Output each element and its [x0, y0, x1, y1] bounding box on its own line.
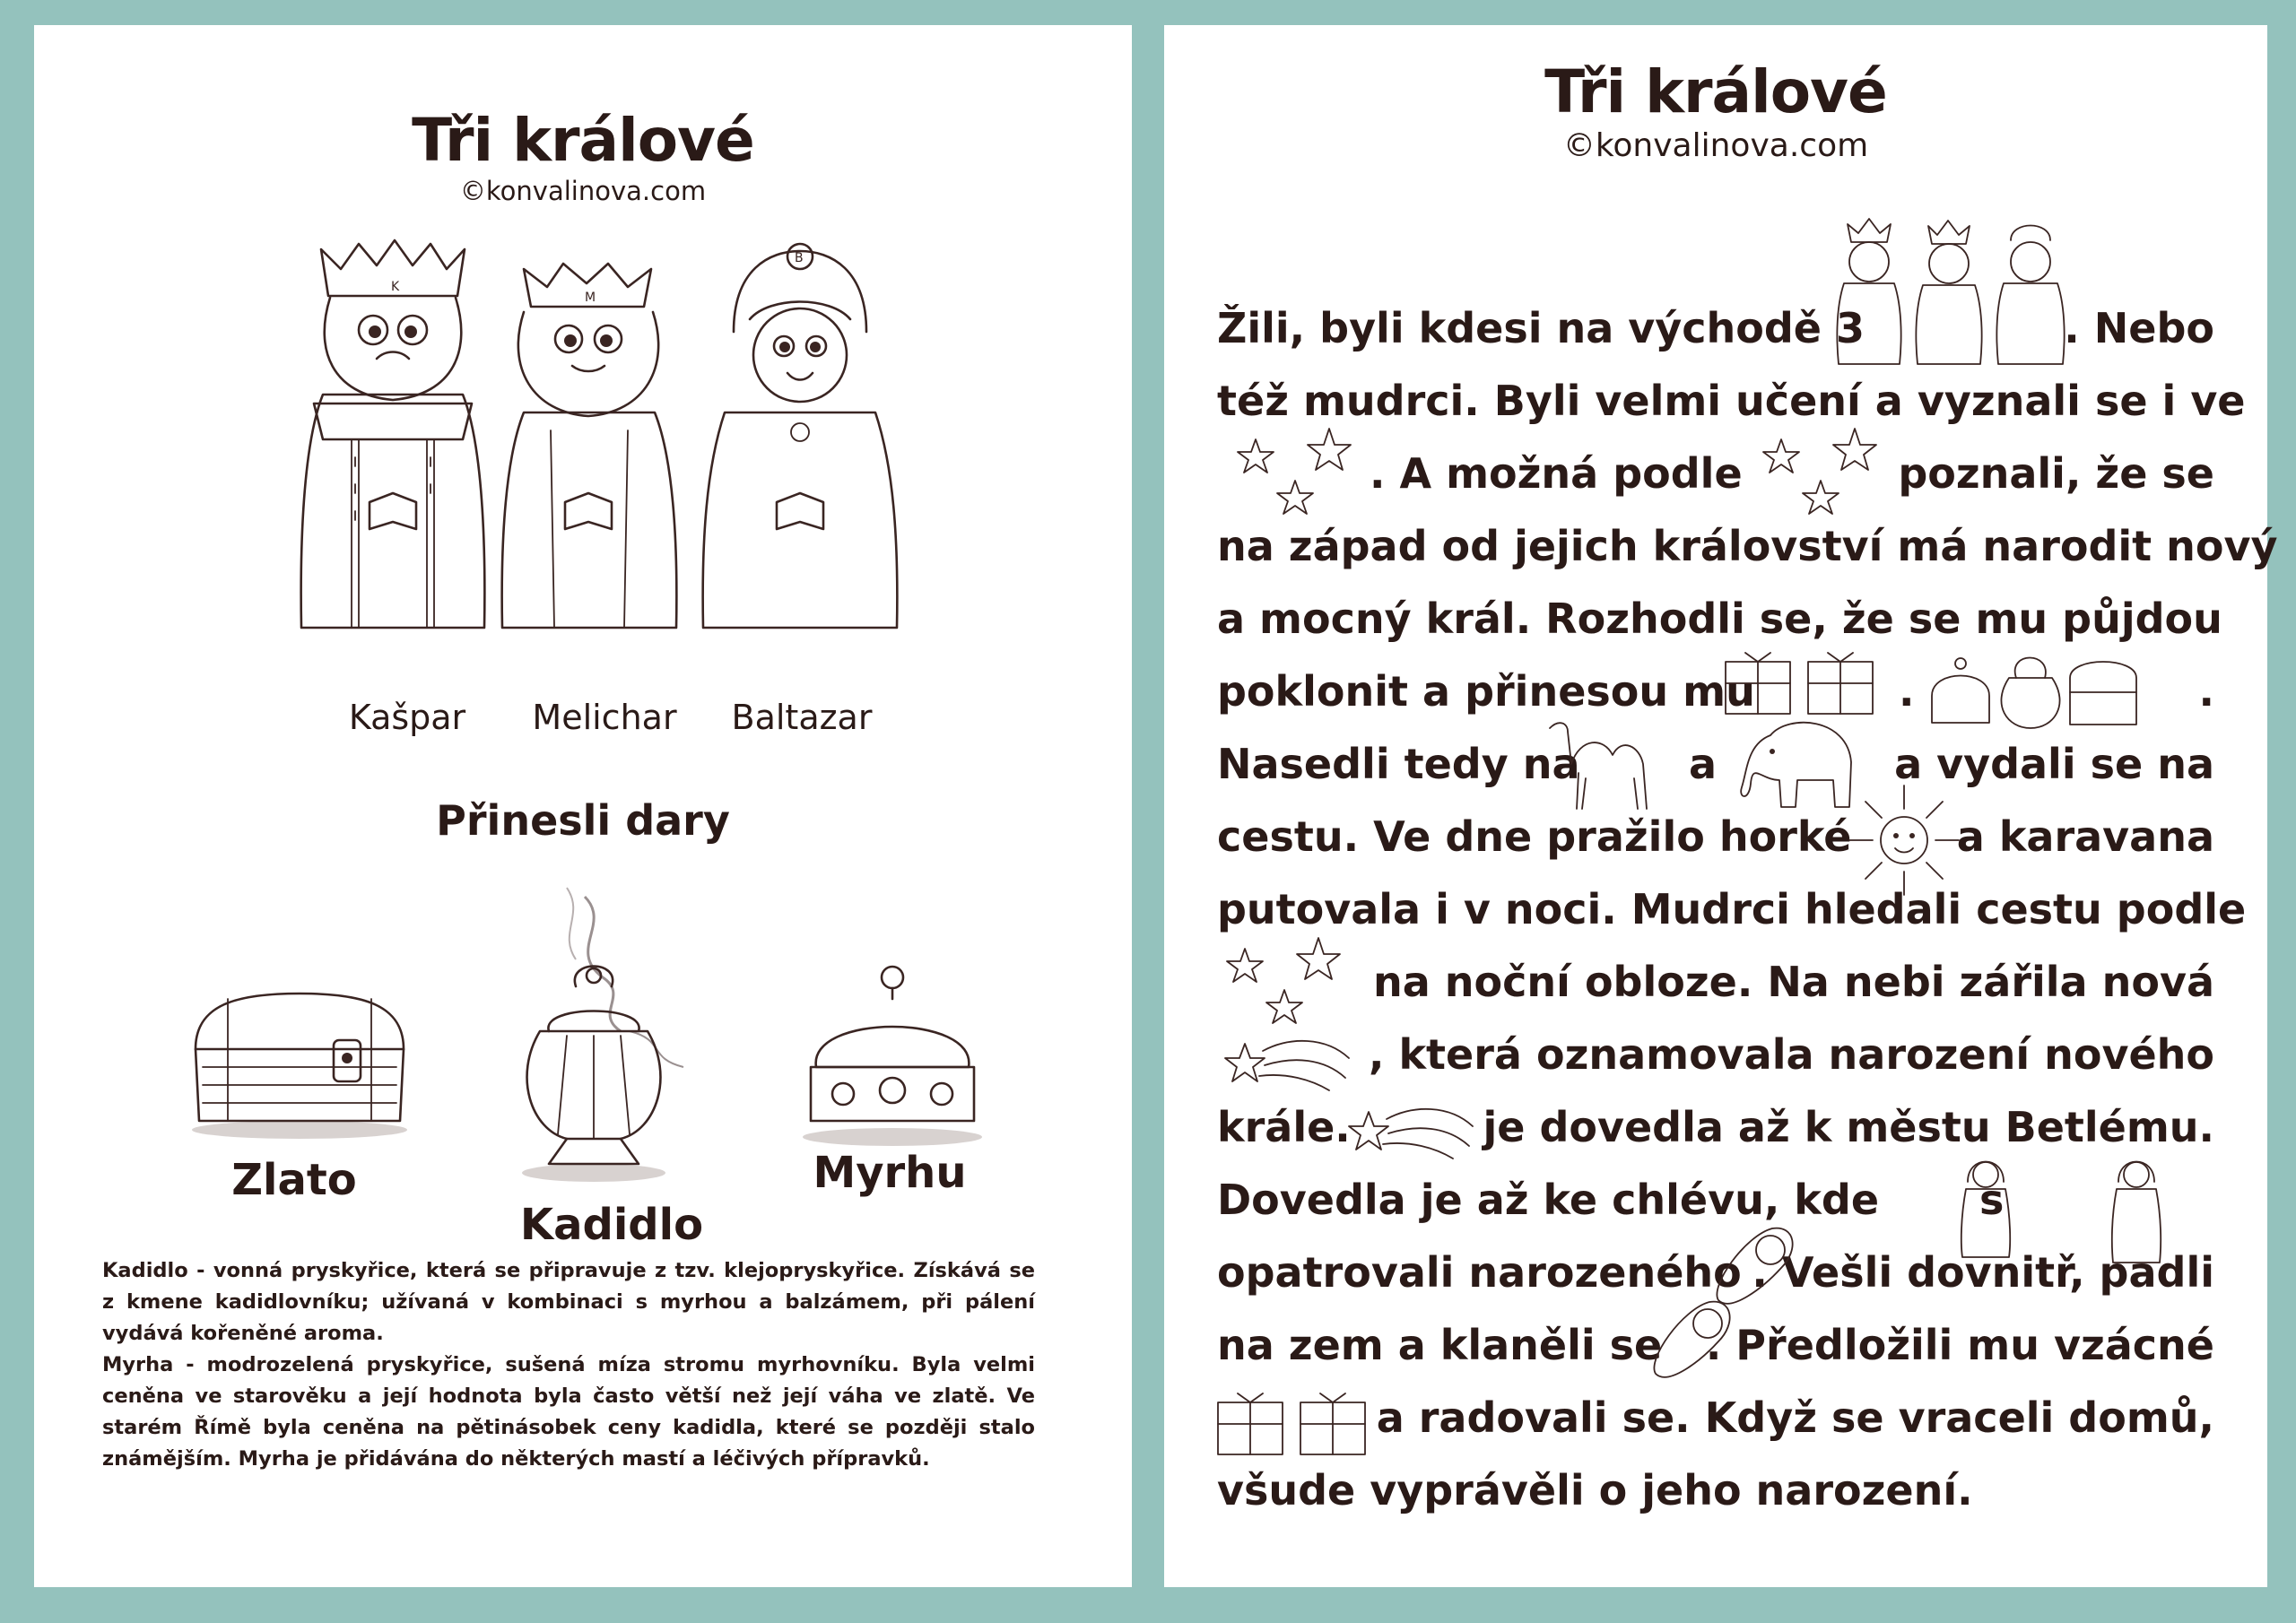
svg-text:M: M [585, 291, 596, 305]
gift-label-zlato: Zlato [231, 1155, 357, 1205]
story-line-10: na noční obloze. Na nebi zářila nová [1373, 958, 2214, 1006]
story-line-15: na zem a klaněli se . Předložili mu vzácné [1217, 1321, 2214, 1369]
gift-items-pictogram-icon [1926, 642, 2138, 732]
joseph-pictogram-icon [2109, 1146, 2163, 1264]
kaspar-figure-icon [301, 240, 485, 628]
story-line-12: krále. je dovedla až k městu Betlému. [1217, 1103, 2214, 1151]
king-name-melichar: Melichar [532, 698, 677, 737]
incense-burner-icon [513, 879, 728, 1184]
stars-pictogram-icon [1754, 427, 1880, 525]
sun-pictogram-icon [1846, 782, 1962, 898]
myrrh-description: Myrha - modrozelená pryskyřice, sušená míza stromu myrhovníku. Byla velmi ceněna ve starověku a její hodnota byla často větší než její váha ve zlatě. Ve starém Římě byla ceněna na pětinásobek ceny kadidla, které se později stalo známějším. Myrha je přidávána do některých mastí a léčivých přípravků. [102, 1353, 1035, 1471]
right-page-copyright: ©konvalinova.com [1562, 127, 1869, 164]
king-name-baltazar: Baltazar [731, 698, 873, 737]
story-line-8: cestu. Ve dne pražilo horké a karavana [1217, 812, 2214, 861]
story-line-11: , která oznamovala narození nového [1368, 1030, 2214, 1079]
melichar-figure-icon [502, 264, 677, 628]
comet-pictogram-icon [1218, 1031, 1352, 1094]
gift-label-myrhu: Myrhu [813, 1148, 967, 1198]
baby-pictogram-icon [1647, 1297, 1736, 1386]
left-page-copyright: ©konvalinova.com [459, 176, 707, 206]
story-line-3: . A možná podle poznali, že se [1370, 449, 2214, 498]
mary-pictogram-icon [1959, 1146, 2013, 1259]
story-line-5: a mocný král. Rozhodli se, že se mu půjdou [1217, 595, 2222, 643]
three-kings-illustration [287, 233, 915, 664]
story-line-1: Žili, byli kdesi na východě 3 . Nebo [1217, 304, 2214, 352]
myrrh-jar-icon [789, 959, 996, 1148]
gift-label-kadidlo: Kadidlo [519, 1200, 704, 1250]
stars-pictogram-icon [1218, 936, 1344, 1035]
gifts-heading: Přinesli dary [436, 796, 730, 845]
elephant-pictogram-icon [1735, 708, 1860, 816]
story-line-9: putovala i v noci. Mudrci hledali cestu podle [1217, 885, 2247, 933]
baltazar-figure-icon [703, 244, 898, 628]
gifts-pictogram-icon [1724, 651, 1876, 716]
stars-pictogram-icon [1229, 427, 1354, 525]
story-line-17: všude vyprávěli o jeho narození. [1217, 1466, 1973, 1515]
story-line-6: poklonit a přinesou mu . . [1217, 667, 2214, 716]
kings-pictogram-icon [1835, 212, 2084, 366]
story-line-4: na západ od jejich království má narodit nový [1217, 522, 2278, 570]
story-line-16: a radovali se. Když se vraceli domů, [1376, 1393, 2214, 1442]
incense-description: Kadidlo - vonná pryskyřice, která se připravuje z tzv. klejopryskyřice. Získává se z kmene kadidlovníku; užívaná v kombinaci s myrhou a balzámem, při pálení vydává kořeněné aroma. [102, 1259, 1035, 1345]
left-page-title: Tři králové [412, 106, 754, 175]
gift-descriptions [102, 1255, 1035, 1475]
gifts-pictogram-icon [1216, 1392, 1369, 1456]
treasure-chest-icon [183, 986, 416, 1139]
right-page-title: Tři králové [1544, 57, 1887, 126]
king-name-kaspar: Kašpar [348, 698, 466, 737]
story-line-14: opatrovali narozeného . Vešli dovnitř, padli [1217, 1248, 2214, 1297]
story-line-13: Dovedla je až ke chlévu, kde s [1217, 1176, 2005, 1224]
story-line-2: též mudrci. Byli velmi učení a vyznali se i ve [1217, 377, 2246, 425]
camel-pictogram-icon [1541, 710, 1666, 818]
svg-text:K: K [391, 280, 400, 294]
story-line-7: Nasedli tedy na a a vydali se na [1217, 740, 2214, 788]
svg-text:B: B [795, 251, 804, 265]
comet-pictogram-icon [1342, 1099, 1476, 1162]
